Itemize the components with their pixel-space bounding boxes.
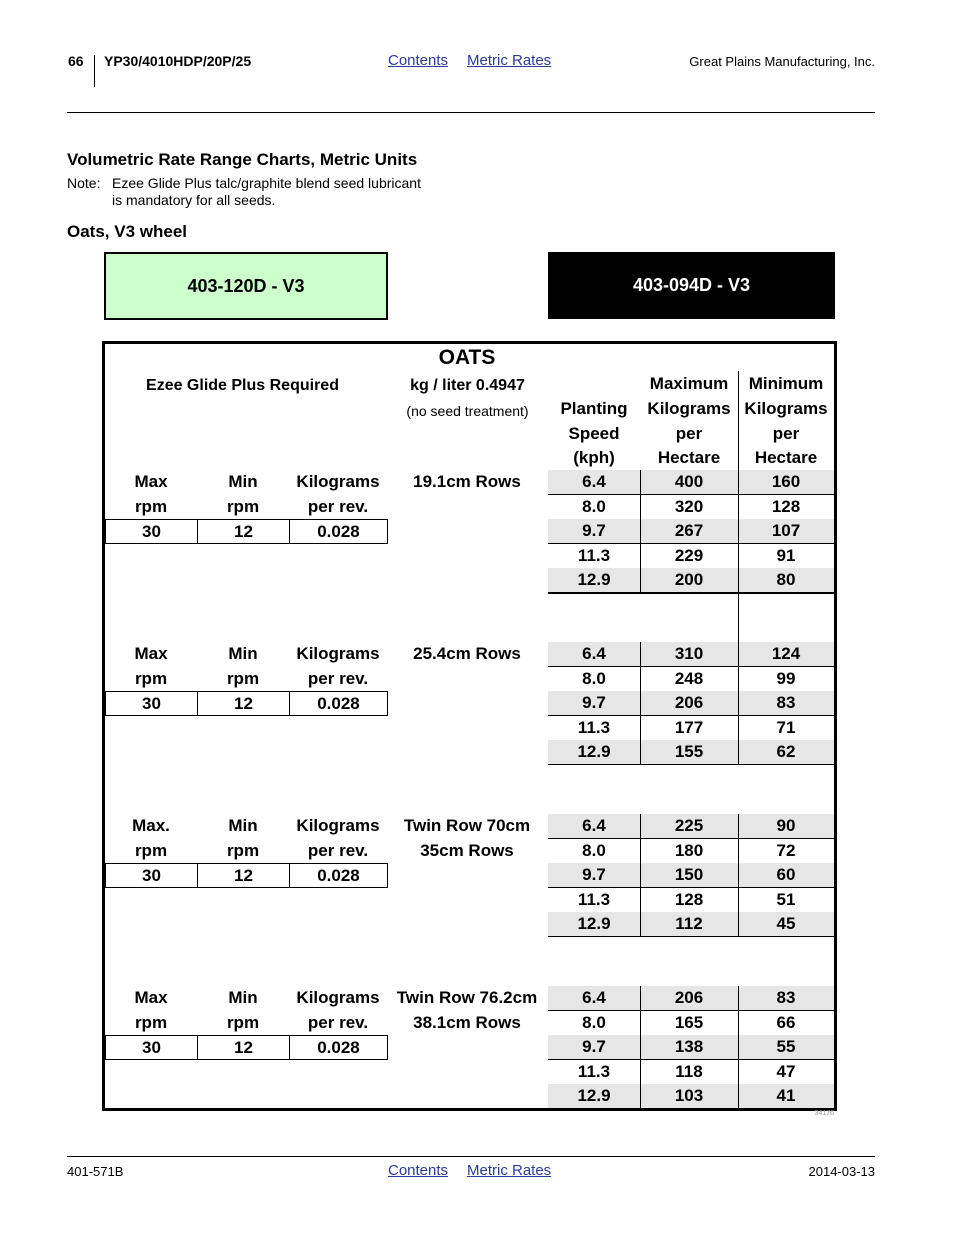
- max-rpm-label: Max: [134, 644, 168, 663]
- lubricant-note: Ezee Glide Plus Required: [146, 377, 339, 394]
- max-rpm-label: Max: [134, 472, 168, 491]
- note-line-2: is mandatory for all seeds.: [112, 192, 276, 208]
- treatment-note: (no seed treatment): [406, 403, 529, 419]
- rate-column-divider: [640, 470, 641, 593]
- footer-rule: [67, 1156, 875, 1157]
- header-divider: [94, 55, 95, 87]
- max-rate-value: 229: [674, 546, 704, 565]
- density-note: kg / liter 0.4947: [410, 377, 525, 394]
- meter-094d-box: [548, 252, 835, 319]
- min-rate-value: 83: [776, 693, 796, 712]
- speed-header-2: Speed: [568, 424, 620, 443]
- min-header-3: per: [772, 424, 800, 443]
- crop-title: OATS: [438, 346, 496, 369]
- min-rpm-label: rpm: [226, 497, 260, 516]
- header-rule: [67, 112, 875, 113]
- max-rate-value: 225: [674, 816, 704, 835]
- max-rpm-label: rpm: [134, 497, 168, 516]
- speed-header-3: (kph): [573, 448, 615, 467]
- meter-120d-label: 403-120D - V3: [187, 275, 305, 296]
- kg-per-rev-label: Kilograms: [296, 816, 380, 835]
- speed-value: 6.4: [582, 472, 606, 491]
- max-rate-value: 248: [674, 669, 704, 688]
- row-spacing-label: 19.1cm Rows: [413, 472, 521, 491]
- min-rpm-label: Min: [228, 816, 258, 835]
- min-header-1: Minimum: [748, 374, 824, 393]
- rate-column-divider: [640, 814, 641, 937]
- doc-number: 401-571B: [67, 1164, 124, 1179]
- kg-per-rev-label: Kilograms: [296, 988, 380, 1007]
- max-rpm-value: 30: [105, 519, 198, 544]
- min-rate-value: 71: [776, 718, 796, 737]
- max-rate-value: 180: [674, 841, 704, 860]
- min-rpm-label: rpm: [226, 841, 260, 860]
- note-line-1: Ezee Glide Plus talc/graphite blend seed lubricant: [112, 175, 421, 191]
- min-rpm-value: 12: [197, 1035, 290, 1060]
- figure-id: 34176: [814, 1110, 834, 1117]
- max-header-3: per: [675, 424, 703, 443]
- min-rpm-label: Min: [228, 472, 258, 491]
- max-rate-value: 138: [674, 1037, 704, 1056]
- meter-120d-box: [104, 252, 388, 320]
- max-rate-value: 206: [674, 693, 704, 712]
- min-rate-value: 160: [771, 472, 801, 491]
- speed-value: 9.7: [582, 693, 606, 712]
- min-rate-value: 91: [776, 546, 796, 565]
- speed-value: 12.9: [577, 742, 611, 761]
- max-header-2: Kilograms: [647, 399, 731, 418]
- max-rpm-label: Max.: [132, 816, 170, 835]
- kg-per-rev-label: per rev.: [307, 669, 369, 688]
- meter-094d-label: 403-094D - V3: [632, 275, 751, 295]
- speed-value: 9.7: [582, 1037, 606, 1056]
- rate-column-divider: [738, 593, 739, 642]
- max-header-1: Maximum: [649, 374, 729, 393]
- note-label: Note:: [67, 175, 101, 191]
- min-rate-value: 90: [776, 816, 796, 835]
- min-rate-value: 124: [771, 644, 801, 663]
- row-spacing-label: Twin Row 76.2cm: [396, 988, 538, 1007]
- footer-contents-link[interactable]: Contents: [388, 1162, 449, 1179]
- company-name: Great Plains Manufacturing, Inc.: [689, 54, 875, 69]
- min-rpm-label: Min: [228, 644, 258, 663]
- min-rate-value: 62: [776, 742, 796, 761]
- max-rate-value: 206: [674, 988, 704, 1007]
- max-rate-value: 112: [675, 914, 703, 933]
- max-rpm-value: 30: [105, 863, 198, 888]
- speed-value: 6.4: [582, 816, 606, 835]
- kg-per-rev-label: per rev.: [307, 497, 369, 516]
- max-header-4: Hectare: [657, 448, 721, 467]
- speed-value: 11.3: [577, 1062, 611, 1081]
- doc-date: 2014-03-13: [808, 1164, 875, 1179]
- max-rpm-label: rpm: [134, 669, 168, 688]
- max-rate-value: 267: [674, 521, 704, 540]
- metric-rates-link[interactable]: Metric Rates: [467, 52, 552, 69]
- min-rate-value: 80: [776, 570, 796, 589]
- min-rate-value: 60: [776, 865, 796, 884]
- kg-per-rev-value: 0.028: [289, 519, 388, 544]
- min-header-2: Kilograms: [744, 399, 828, 418]
- speed-header-1: Planting: [560, 399, 628, 418]
- min-rpm-value: 12: [197, 691, 290, 716]
- kg-per-rev-value: 0.028: [289, 691, 388, 716]
- rate-column-divider: [738, 986, 739, 1109]
- speed-value: 12.9: [577, 914, 611, 933]
- max-rate-value: 118: [675, 1062, 703, 1081]
- model-title: YP30/4010HDP/20P/25: [104, 53, 252, 69]
- min-rate-value: 51: [776, 890, 796, 909]
- row-spacing-label: Twin Row 70cm: [403, 816, 531, 835]
- max-rate-value: 200: [674, 570, 704, 589]
- max-rate-value: 128: [674, 890, 704, 909]
- kg-per-rev-value: 0.028: [289, 863, 388, 888]
- rate-row-line: [548, 1108, 834, 1109]
- kg-per-rev-value: 0.028: [289, 1035, 388, 1060]
- min-rpm-label: rpm: [226, 1013, 260, 1032]
- speed-value: 11.3: [577, 890, 611, 909]
- speed-value: 11.3: [577, 546, 611, 565]
- section-title: Volumetric Rate Range Charts, Metric Units: [67, 150, 418, 169]
- speed-value: 6.4: [582, 988, 606, 1007]
- rate-row-line: [548, 764, 834, 765]
- rate-row-line: [548, 593, 834, 594]
- max-rate-value: 155: [674, 742, 704, 761]
- rate-column-divider: [738, 814, 739, 937]
- rate-column-divider: [738, 642, 739, 765]
- min-rate-value: 99: [776, 669, 796, 688]
- row-spacing-label: 38.1cm Rows: [413, 1013, 521, 1032]
- max-rpm-value: 30: [105, 691, 198, 716]
- max-rpm-label: rpm: [134, 1013, 168, 1032]
- speed-value: 11.3: [577, 718, 611, 737]
- speed-value: 8.0: [582, 497, 606, 516]
- min-rate-value: 45: [776, 914, 796, 933]
- page-number: 66: [68, 53, 84, 69]
- max-rpm-label: rpm: [134, 841, 168, 860]
- rate-column-divider: [640, 642, 641, 765]
- kg-per-rev-label: Kilograms: [296, 472, 380, 491]
- speed-value: 12.9: [577, 570, 611, 589]
- kg-per-rev-label: per rev.: [307, 841, 369, 860]
- rate-column-divider: [640, 986, 641, 1109]
- speed-value: 12.9: [577, 1086, 611, 1105]
- max-rate-value: 165: [674, 1013, 704, 1032]
- min-rate-value: 47: [776, 1062, 796, 1081]
- kg-per-rev-label: per rev.: [307, 1013, 369, 1032]
- kg-per-rev-label: Kilograms: [296, 644, 380, 663]
- row-spacing-label: 35cm Rows: [420, 841, 514, 860]
- min-header-4: Hectare: [754, 448, 818, 467]
- contents-link[interactable]: Contents: [388, 52, 449, 69]
- max-rate-value: 177: [674, 718, 704, 737]
- min-rate-value: 128: [771, 497, 801, 516]
- min-rate-value: 72: [776, 841, 796, 860]
- min-rate-value: 66: [776, 1013, 796, 1032]
- max-rpm-value: 30: [105, 1035, 198, 1060]
- speed-value: 8.0: [582, 669, 606, 688]
- min-rate-value: 41: [776, 1086, 796, 1105]
- min-rpm-label: Min: [228, 988, 258, 1007]
- row-spacing-label: 25.4cm Rows: [413, 644, 521, 663]
- speed-value: 8.0: [582, 1013, 606, 1032]
- speed-value: 8.0: [582, 841, 606, 860]
- max-rate-value: 320: [674, 497, 704, 516]
- footer-metric-rates-link[interactable]: Metric Rates: [467, 1162, 552, 1179]
- max-rate-value: 310: [674, 644, 704, 663]
- max-rpm-label: Max: [134, 988, 168, 1007]
- speed-value: 9.7: [582, 521, 606, 540]
- speed-value: 6.4: [582, 644, 606, 663]
- min-rate-value: 83: [776, 988, 796, 1007]
- max-rate-value: 103: [674, 1086, 704, 1105]
- min-rpm-value: 12: [197, 519, 290, 544]
- min-rate-value: 107: [771, 521, 801, 540]
- min-rpm-label: rpm: [226, 669, 260, 688]
- rate-column-divider: [738, 470, 739, 593]
- min-rate-value: 55: [776, 1037, 796, 1056]
- min-rpm-value: 12: [197, 863, 290, 888]
- max-rate-value: 150: [674, 865, 704, 884]
- subsection-title: Oats, V3 wheel: [67, 222, 187, 241]
- max-rate-value: 400: [674, 472, 704, 491]
- speed-value: 9.7: [582, 865, 606, 884]
- header-column-divider: [738, 371, 739, 470]
- rate-row-line: [548, 936, 834, 937]
